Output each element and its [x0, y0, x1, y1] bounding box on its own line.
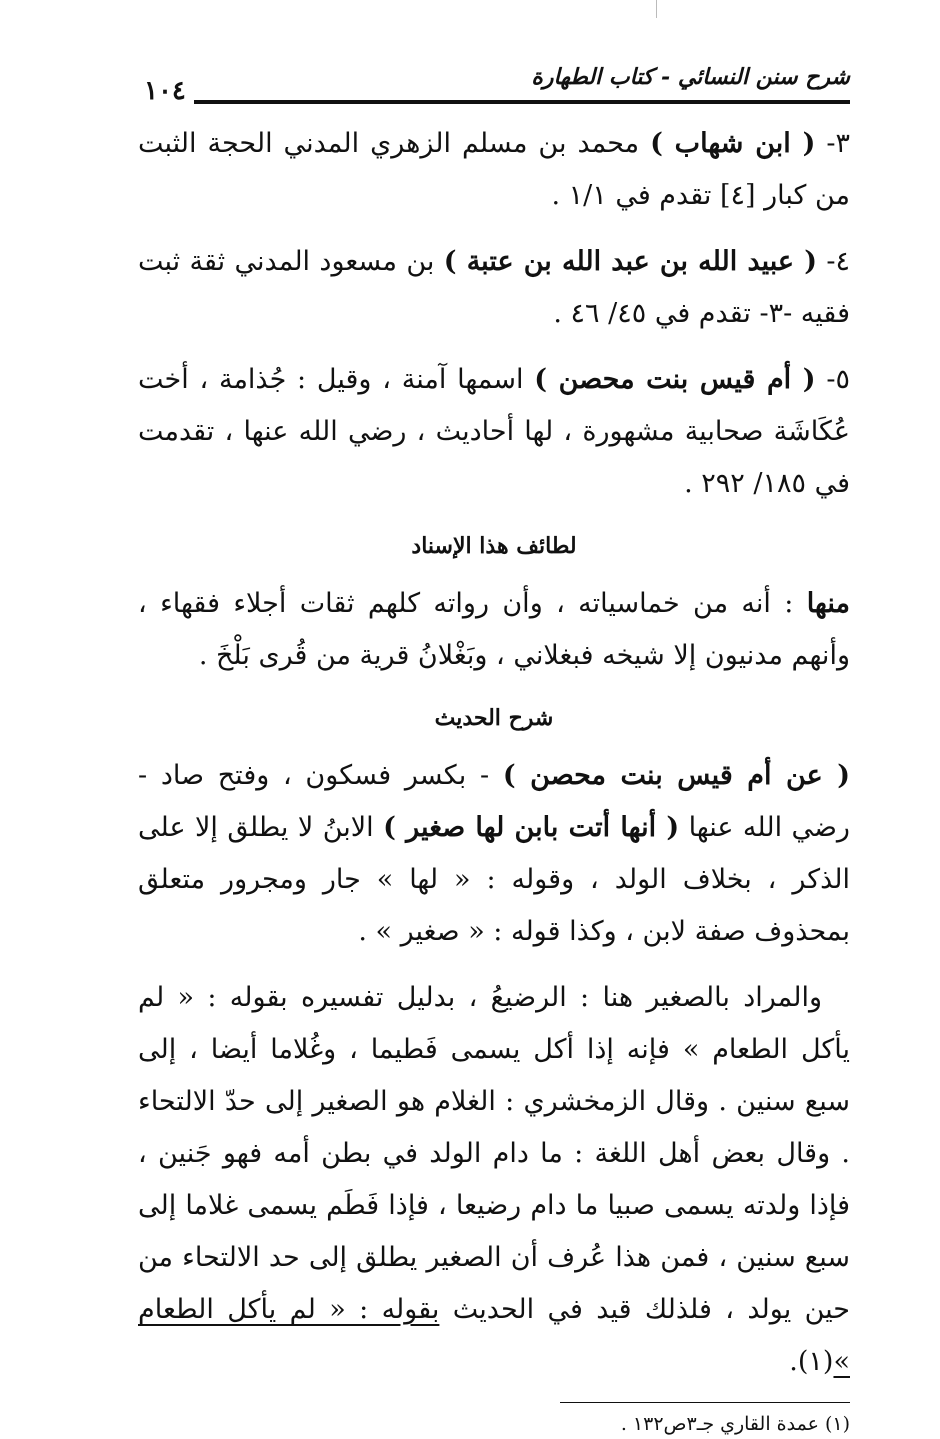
scan-mark: [656, 0, 657, 18]
hadith-text-2: الابنُ لا يطلق إلا على الذكر ، بخلاف الولد ، وقوله : « لها » جار ومجرور متعلق بمحذوف صفة لابن ، وكذا قوله : « صغير » .: [138, 812, 850, 947]
narrator-name: ( أم قيس بنت محصن ): [534, 364, 816, 395]
narrator-name: ( عبيد الله بن عبد الله بن عتبة ): [443, 246, 817, 277]
narrator-5: [138, 354, 850, 510]
hadith-quote-2: ( أنها أتت بابن لها صغير ): [383, 812, 680, 843]
document-page: [138, 62, 850, 1439]
page-header: [138, 62, 850, 104]
hadith-quote-1: ( عن أم قيس بنت محصن ): [502, 760, 851, 791]
isnad-paragraph: [138, 578, 850, 682]
section-heading-isnad: لطائف هذا الإسناد: [411, 533, 577, 559]
hadith-paragraph-2: [138, 972, 850, 1388]
footnote: (١) عمدة القاري جـ٣ص١٣٢ .: [620, 1413, 850, 1435]
underlined-quote: بقوله : « لم يأكل الطعام »: [138, 1294, 850, 1377]
narrator-number: ٣-: [826, 128, 850, 159]
narrator-3: [138, 118, 850, 222]
narrator-text: بن مسعود المدني ثقة ثبت فقيه -٣- تقدم في ٤٥/ ٤٦ .: [138, 246, 850, 329]
footnote-reference: (١).: [789, 1346, 834, 1377]
isnad-text: : أنه من خماسياته ، وأن رواته كلهم ثقات أجلاء فقهاء ، وأنهم مدنيون إلا شيخه فبغلاني ، وبَغْلانُ قرية من قُرى بَلْخَ .: [138, 588, 850, 671]
narrator-number: ٤-: [826, 246, 850, 277]
footnote-divider: [560, 1402, 850, 1403]
narrator-text: اسمها آمنة ، وقيل : جُذامة ، أخت عُكَاشَة صحابية مشهورة ، لها أحاديث ، رضي الله عنها ، تقدمت في ١٨٥/ ٢٩٢ .: [138, 364, 850, 499]
isnad-lead: منها: [806, 588, 850, 619]
narrator-name: ( ابن شهاب ): [650, 128, 816, 159]
book-title: شرح سنن النسائي - كتاب الطهارة: [531, 64, 850, 90]
narrator-4: [138, 236, 850, 340]
page-number: ١٠٤: [138, 76, 194, 106]
section-heading-hadith: شرح الحديث: [434, 705, 554, 731]
narrator-text: محمد بن مسلم الزهري المدني الحجة الثبت من كبار [٤] تقدم في ١/١ .: [138, 128, 850, 211]
narrator-number: ٥-: [826, 364, 850, 395]
hadith-paragraph-1: [138, 750, 850, 958]
hadith-explanation: والمراد بالصغير هنا : الرضيعُ ، بدليل تفسيره بقوله : « لم يأكل الطعام » فإنه إذا أكل يسمى فَطيما ، وغُلاما أيضا ، إلى سبع سنين . وقال الزمخشري : الغلام هو الصغير إلى حدّ الالتحاء . وقال بعض أهل اللغة : ما دام الولد في بطن أمه فهو جَنين ، فإذا ولدته يسمى صبيا ما دام رضيعا ، فإذا فَطَم يسمى غلاما إلى سبع سنين ، فمن هذا عُرف أن الصغير يطلق إلى حد الالتحاء من حين يولد ، فلذلك قيد في الحديث: [138, 982, 850, 1325]
hadith-text-1: - بكسر فسكون ، وفتح صاد - رضي الله عنها: [138, 760, 850, 843]
